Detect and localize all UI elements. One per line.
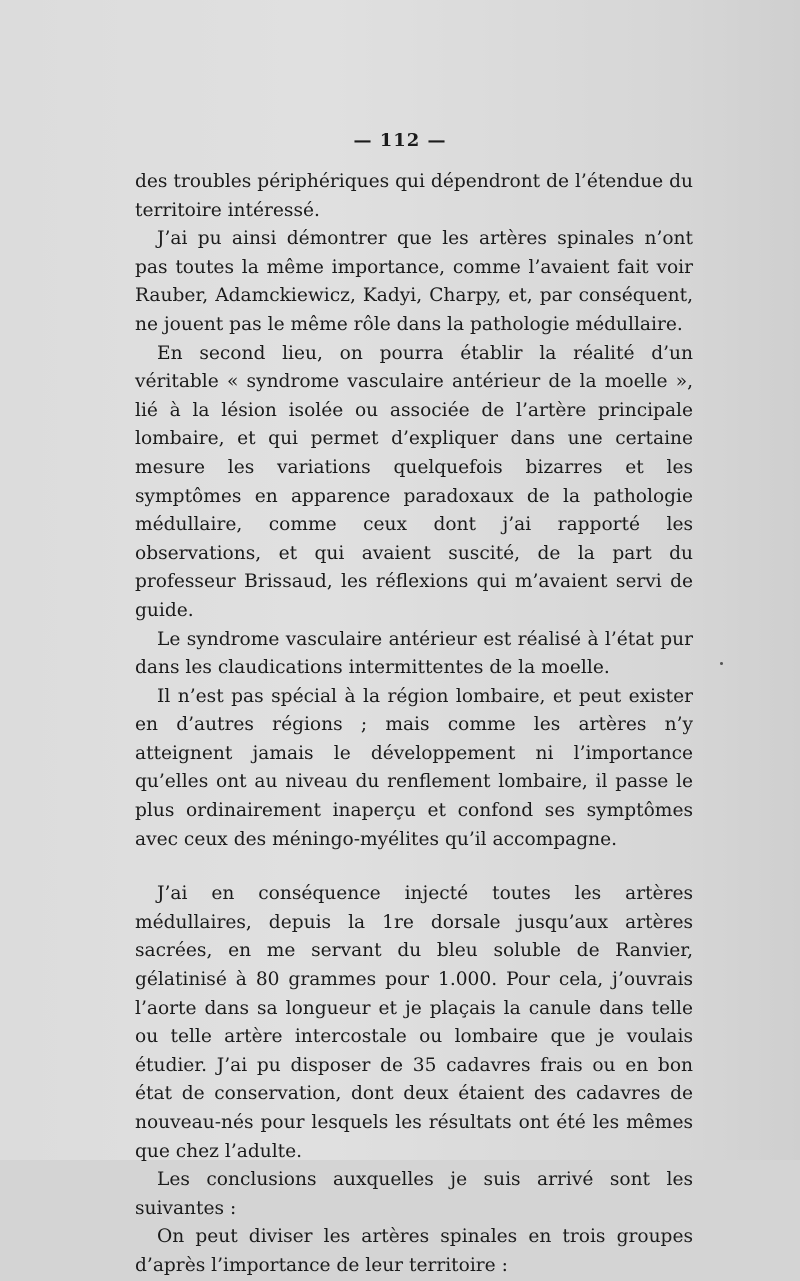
paragraph-5: Il n’est pas spécial à la région lombaire, et peut exister en d’autres régions ; mais comme les artères n’y atteignent jamais le développement ni l’importance qu’elles ont au niveau du renflement lombaire, il passe le plus ordinairement inaperçu et confond ses symptômes avec ceux des méningo-myélites qu’il accompagne.	[135, 685, 693, 850]
paragraph-7: Les conclusions auxquelles je suis arrivé sont les suivantes :	[135, 1169, 693, 1219]
paragraph-1: des troubles périphériques qui dépendront de l’étendue du territoire intéressé.	[135, 171, 693, 221]
paragraph-4: Le syndrome vasculaire antérieur est réalisé à l’état pur dans les claudications intermittentes de la moelle.	[135, 628, 693, 679]
paragraph-6: J’ai en conséquence injecté toutes les artères médullaires, depuis la 1re dorsale jusqu’aux artères sacrées, en me servant du bleu soluble de Ranvier, gélatinisé à 80 grammes pour 1.000. Pour cela, j’ouvrais l’aorte dans sa longueur et je plaçais la canule dans telle ou telle artère intercostale ou lombaire que je voulais étudier. J’ai pu disposer de 35 cadavres frais ou en bon état de conservation, dont deux étaient des cadavres de nouveau-nés pour lesquels les résultats ont été les mêmes que chez l’adulte.	[135, 883, 693, 1162]
paragraph-3: En second lieu, on pourra établir la réalité d’un véritable « syndrome vasculaire antérieur de la moelle », lié à la lésion isolée ou associée de l’artère principale lombaire, et qui permet d’expliquer dans une certaine mesure les variations quelquefois bizarres et les symptômes en apparence paradoxaux de la pathologie médullaire, comme ceux dont j’ai rapporté les observations, et qui avaient suscité, de la part du professeur Brissaud, les réflexions qui m’avaient servi de guide.	[135, 342, 693, 621]
page-number: — 112 —	[353, 130, 447, 151]
body-text	[135, 168, 693, 1281]
paragraph-2: J’ai pu ainsi démontrer que les artères spinales n’ont pas toutes la même importance, comme l’avaient fait voir Rauber, Adamckiewicz, Kadyi, Charpy, et, par conséquent, ne jouent pas le même rôle dans la pathologie médullaire.	[135, 228, 693, 335]
ink-speck	[720, 662, 723, 665]
paragraph-8: On peut diviser les artères spinales en trois groupes d’après l’importance de leur territoire :	[135, 1226, 693, 1276]
